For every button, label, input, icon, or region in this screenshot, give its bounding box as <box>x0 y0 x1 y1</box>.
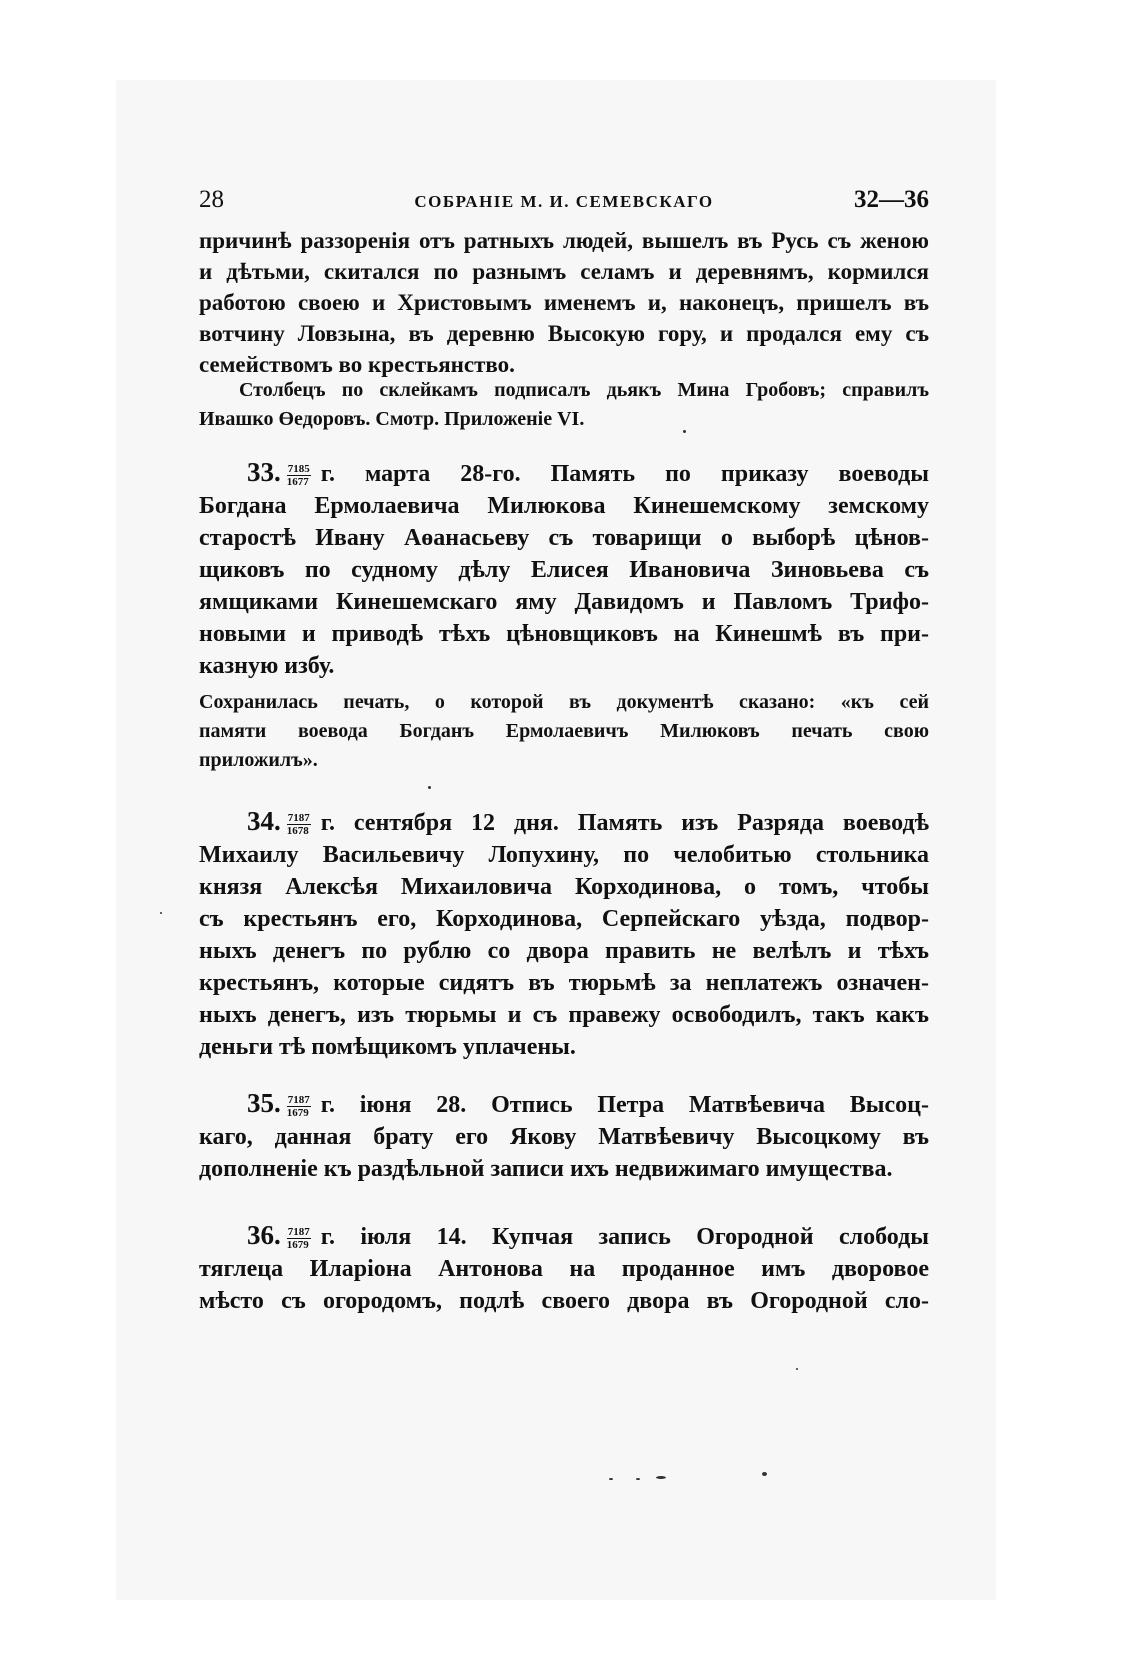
year-top: 7187 <box>287 1093 310 1106</box>
text-line: старостѣ Ивану Аөанасьеву съ товарищи о выборѣ цѣнов- <box>199 525 929 551</box>
text-line: ныхъ денегъ, изъ тюрьмы и съ правежу освободилъ, такъ какъ <box>199 1002 929 1028</box>
text-line: семействомъ во крестьянство. <box>199 352 515 377</box>
entry-number: 36. <box>247 1220 281 1250</box>
running-title: СОБРАНІЕ М. И. СЕМЕВСКАГО <box>414 192 714 211</box>
entry-number: 33. <box>247 457 281 487</box>
continuation-note <box>199 376 929 434</box>
entry-36 <box>199 1219 929 1317</box>
year-fraction <box>287 812 311 837</box>
text-line: г. марта 28-го. Память по приказу воеводы <box>320 461 929 487</box>
year-bottom: 1679 <box>286 1238 309 1251</box>
entry-35 <box>199 1087 929 1185</box>
scan-speck <box>796 1368 798 1370</box>
scan-speck <box>609 1478 613 1480</box>
year-fraction <box>287 1094 311 1119</box>
text-line: причинѣ раззоренія отъ ратныхъ людей, вышелъ въ Русь съ женою <box>199 228 929 253</box>
scan-speck <box>656 1476 666 1479</box>
text-line: щиковъ по судному дѣлу Елисея Ивановича Зиновьева съ <box>199 557 929 583</box>
scan-speck <box>428 786 431 789</box>
entry-33-note <box>199 688 929 775</box>
text-line: князя Алексѣя Михаиловича Корходинова, о томъ, чтобы <box>199 874 929 900</box>
text-line: крестьянъ, которые сидятъ въ тюрьмѣ за неплатежъ означен- <box>199 970 929 996</box>
year-top: 7187 <box>287 1225 310 1238</box>
entry-number: 34. <box>247 806 281 836</box>
text-line: дополненіе къ раздѣльной записи ихъ недвижимаго имущества. <box>199 1156 893 1182</box>
entry-33 <box>199 456 929 682</box>
text-line: и дѣтьми, скитался по разнымъ селамъ и деревнямъ, кормился <box>199 259 929 284</box>
text-line: Михаилу Васильевичу Лопухину, по челобитью стольника <box>199 842 929 868</box>
continuation-paragraph <box>199 225 929 380</box>
text-line: тяглеца Иларіона Антонова на проданное имъ дворовое <box>199 1256 929 1282</box>
year-fraction <box>287 463 311 488</box>
text-line: г. іюля 14. Купчая запись Огородной слободы <box>320 1224 929 1250</box>
running-header <box>199 186 929 226</box>
entry-first-line <box>199 805 929 839</box>
text-line: каго, данная брату его Якову Матвѣевичу Высоцкому въ <box>199 1124 929 1150</box>
note-line: Столбецъ по склейкамъ подписалъ дьякъ Мина Гробовъ; справилъ <box>239 379 929 401</box>
page-number: 28 <box>199 186 224 213</box>
text-line: вотчину Ловзына, въ деревню Высокую гору, и продался ему съ <box>199 321 929 346</box>
entry-number: 35. <box>247 1088 281 1118</box>
entry-first-line <box>199 1219 929 1253</box>
year-bottom: 1678 <box>286 824 309 837</box>
text-line: деньги тѣ помѣщикомъ уплачены. <box>199 1034 576 1060</box>
scan-speck <box>762 1472 767 1476</box>
year-top: 7185 <box>287 462 310 475</box>
text-line: съ крестьянъ его, Корходинова, Серпейскаго уѣзда, подвор- <box>199 906 929 932</box>
text-line: новыми и приводѣ тѣхъ цѣновщиковъ на Кинешмѣ въ при- <box>199 621 929 647</box>
text-line: г. сентября 12 дня. Память изъ Разряда воеводѣ <box>320 810 929 836</box>
entry-first-line <box>199 1087 929 1121</box>
note-line: приложилъ». <box>199 749 318 771</box>
text-line: мѣсто съ огородомъ, подлѣ своего двора въ Огородной сло- <box>199 1288 929 1314</box>
text-line: ныхъ денегъ по рублю со двора править не велѣлъ и тѣхъ <box>199 938 929 964</box>
text-line: ямщиками Кинешемскаго яму Давидомъ и Павломъ Трифо- <box>199 589 929 615</box>
year-fraction <box>287 1226 311 1251</box>
note-line: Ивашко Өедоровъ. Смотр. Приложеніе VI. <box>199 408 585 430</box>
entry-range: 32—36 <box>854 186 929 213</box>
year-bottom: 1679 <box>286 1106 309 1119</box>
year-top: 7187 <box>287 811 310 824</box>
entry-first-line <box>199 456 929 490</box>
note-line: памяти воевода Богданъ Ермолаевичъ Милюковъ печать свою <box>199 720 929 742</box>
text-line: работою своею и Христовымъ именемъ и, наконецъ, пришелъ въ <box>199 290 929 315</box>
text-line: г. іюня 28. Отпись Петра Матвѣевича Высоц- <box>320 1092 929 1118</box>
scan-speck <box>636 1478 640 1480</box>
scan-speck <box>683 430 686 433</box>
entry-34 <box>199 805 929 1063</box>
scan-speck <box>160 912 162 914</box>
text-line: Богдана Ермолаевича Милюкова Кинешемскому земскому <box>199 493 929 519</box>
note-line: Сохранилась печать, о которой въ документѣ сказано: «къ сей <box>199 691 929 713</box>
year-bottom: 1677 <box>286 475 309 488</box>
text-line: казную избу. <box>199 653 335 679</box>
